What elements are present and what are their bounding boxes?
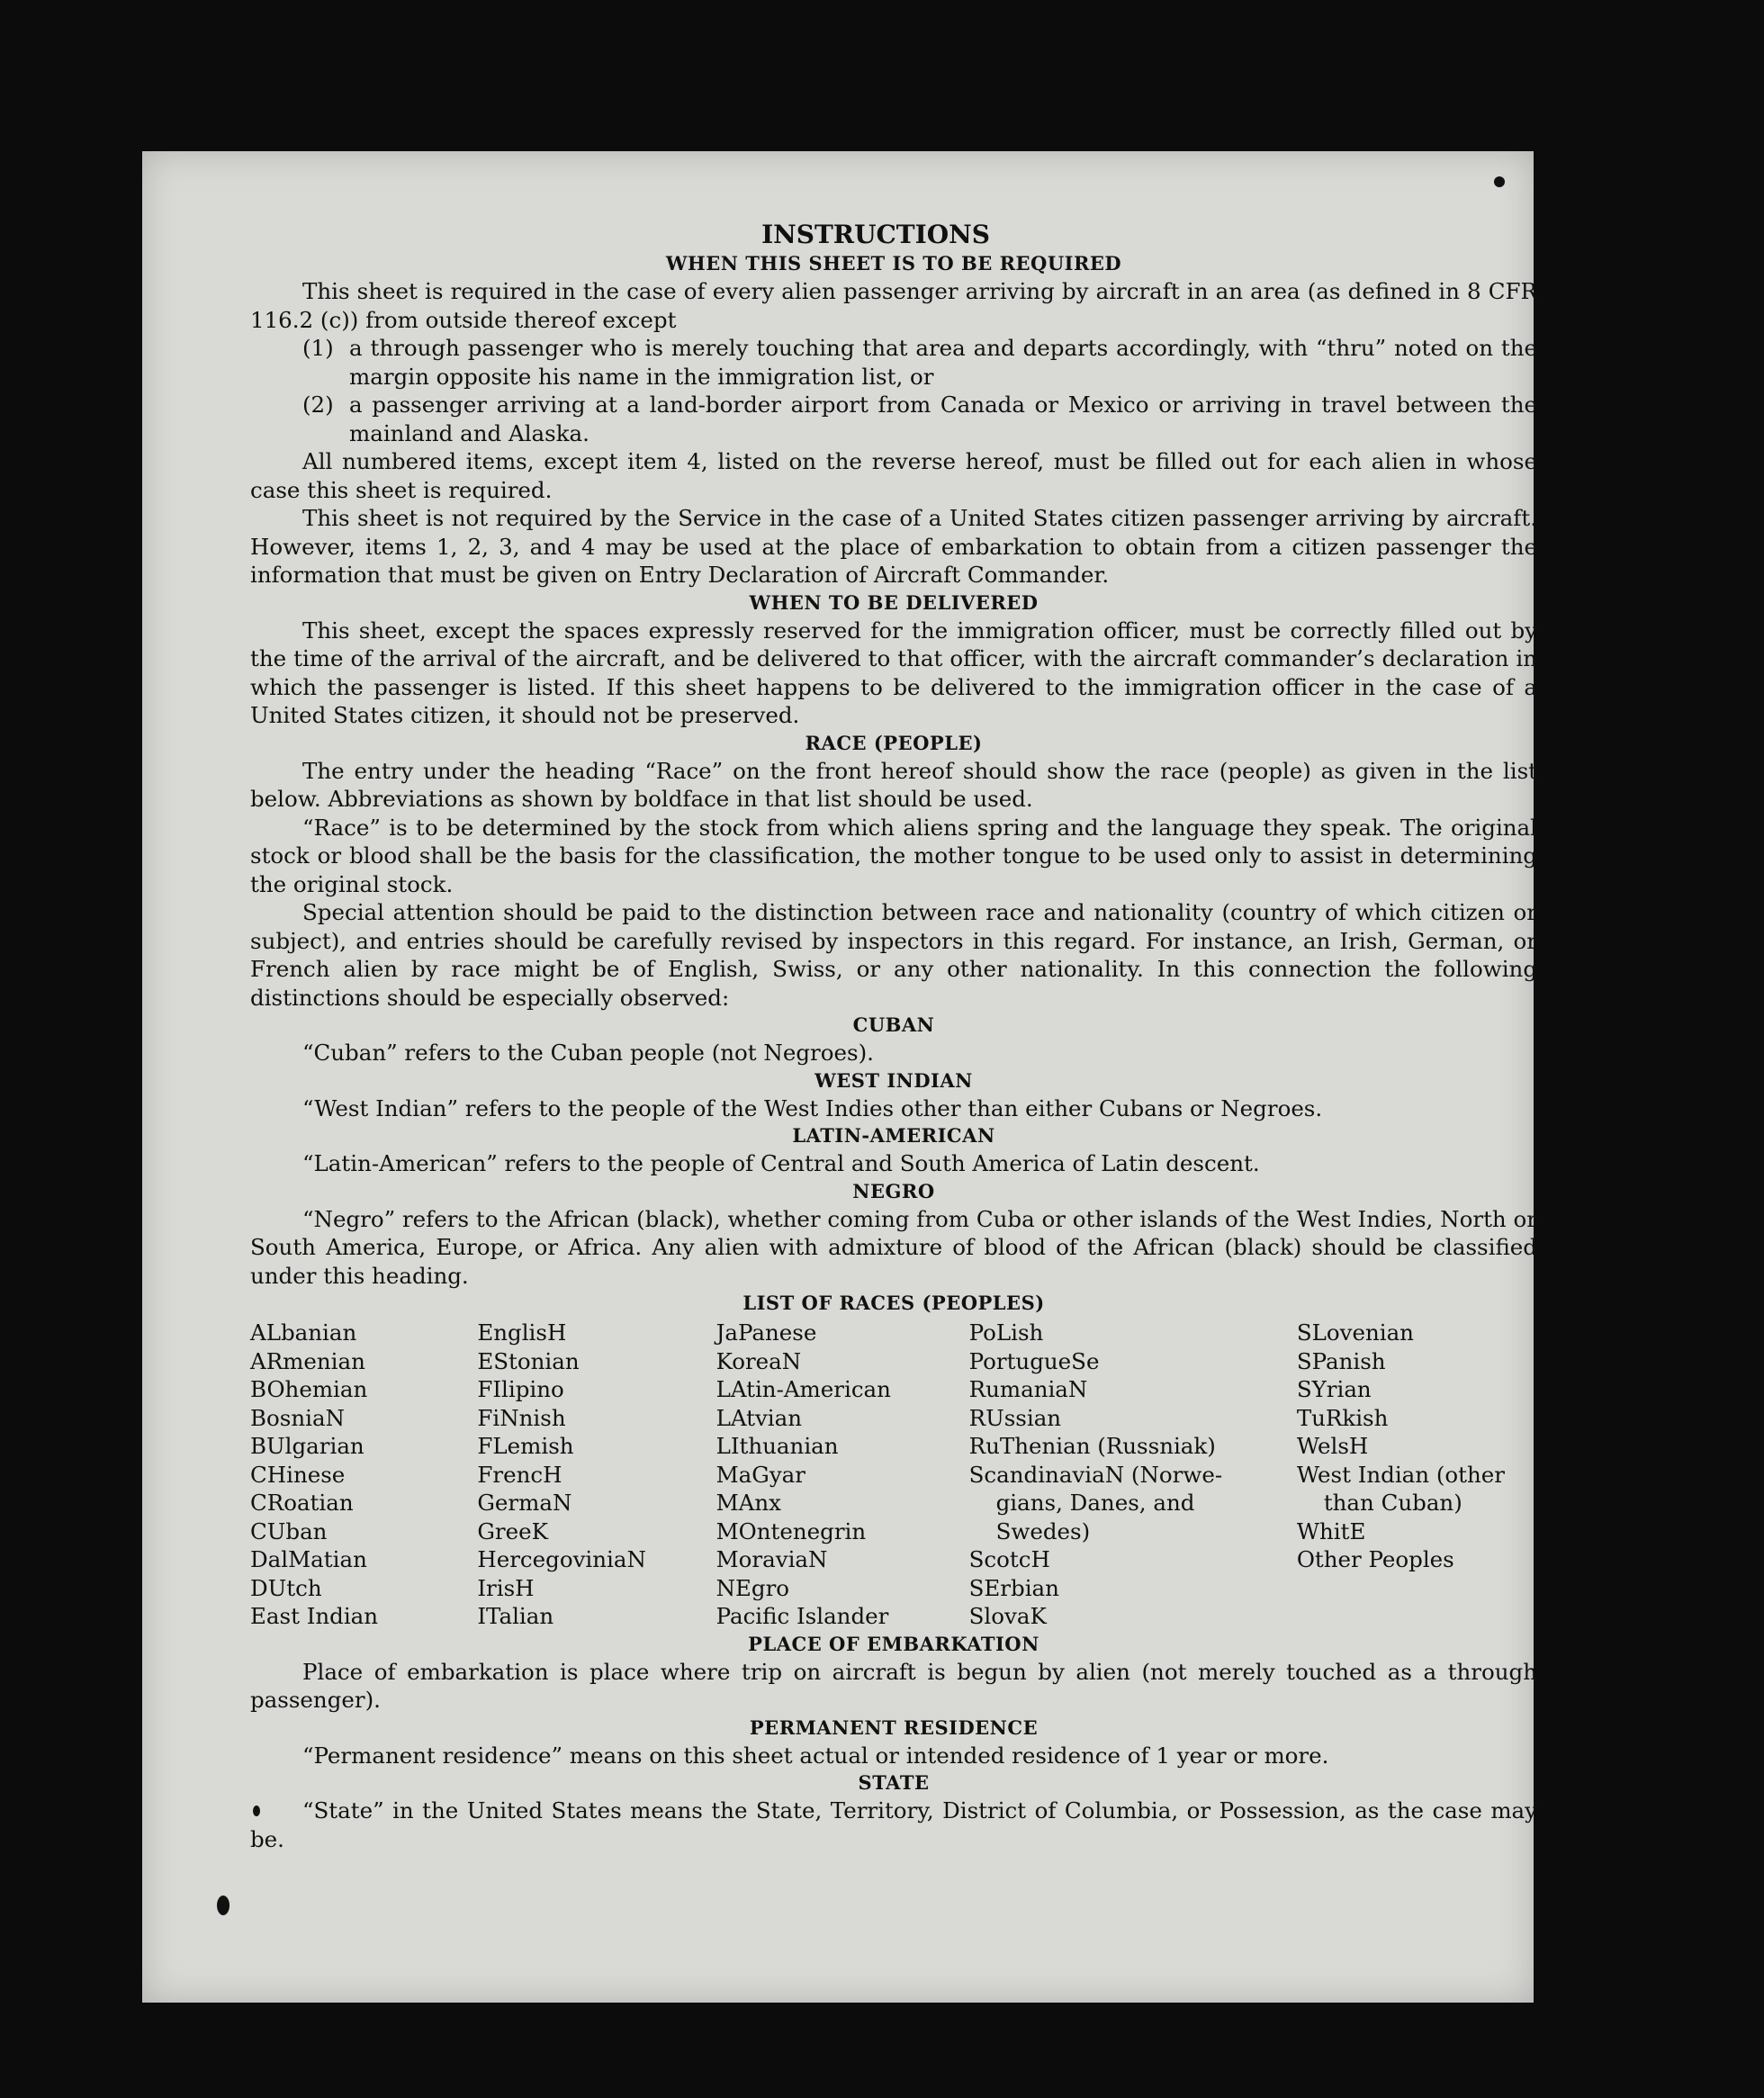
paragraph-embarkation: Place of embarkation is place where trip on aircraft is begun by alien (not merely touched as a through passenger). xyxy=(250,1658,1537,1713)
race-item: East Indian xyxy=(250,1603,379,1629)
race-item: SErbian xyxy=(968,1574,1059,1601)
race-item: HercegoviniaN xyxy=(477,1546,646,1572)
race-item: ALbanian xyxy=(250,1319,357,1346)
race-item: WhitE xyxy=(1296,1517,1366,1544)
heading-state: STATE xyxy=(858,1771,930,1794)
race-item: CRoatian xyxy=(250,1490,354,1516)
race-item: RuThenian (Russniak) xyxy=(968,1433,1216,1459)
paragraph-citizen: This sheet is not required by the Service in the case of a United States citizen passenger arriving by aircraft. However, items 1, 2, 3, and 4 may be used at the place of embarkation to obtain from a citizen passenger the information that must be given on Entry Declaration of Aircraft Commander. xyxy=(250,505,1537,588)
races-column-5 xyxy=(1297,1319,1537,1631)
race-item: WelsH xyxy=(1296,1433,1369,1459)
heading-list-of-races: LIST OF RACES (PEOPLES) xyxy=(742,1292,1045,1314)
race-item: IrisH xyxy=(477,1574,535,1601)
instructions-content xyxy=(250,220,1537,1853)
exception-item-1-text: a through passenger who is merely touching that area and departs accordingly, with “thru” noted on the margin opposite his name in the immigration list, or xyxy=(349,335,1537,390)
race-item: GermaN xyxy=(477,1490,572,1516)
race-item: SLovenian xyxy=(1296,1319,1414,1346)
exception-item-2 xyxy=(302,391,1537,447)
paragraph-required: This sheet is required in the case of every alien passenger arriving by aircraft in an area (as defined in 8 CFR 116.2 (c)) from outside thereof except xyxy=(250,278,1537,333)
heading-permanent-residence: PERMANENT RESIDENCE xyxy=(749,1715,1039,1739)
paragraph-delivered: This sheet, except the spaces expressly reserved for the immigration officer, must be correctly filled out by the time of the arrival of the aircraft, and be delivered to that officer, with the aircraft commander’s declaration in which the passenger is listed. If this sheet happens to be delivered to the immigration officer in the case of a United States citizen, it should not be preserved. xyxy=(250,617,1537,728)
race-item-continued: than Cuban) xyxy=(1323,1490,1462,1516)
paragraph-residence: “Permanent residence” means on this sheet actual or intended residence of 1 year or more. xyxy=(302,1742,1329,1769)
race-item: Other Peoples xyxy=(1296,1546,1454,1572)
heading-when-required: WHEN THIS SHEET IS TO BE REQUIRED xyxy=(665,252,1122,275)
race-item: RUssian xyxy=(968,1404,1062,1431)
document-sheet xyxy=(142,151,1537,2003)
races-column-1 xyxy=(250,1319,477,1631)
race-item: MAnx xyxy=(716,1490,781,1516)
race-item: JaPanese xyxy=(716,1319,817,1346)
ink-blot xyxy=(217,1895,230,1915)
paragraph-latin-american: “Latin-American” refers to the people of Central and South America of Latin descent. xyxy=(302,1150,1260,1176)
page-title: INSTRUCTIONS xyxy=(761,220,990,249)
race-item: CUban xyxy=(250,1517,328,1544)
heading-latin-american: LATIN-AMERICAN xyxy=(792,1124,995,1147)
race-item: SlovaK xyxy=(968,1603,1047,1629)
race-item: West Indian (other xyxy=(1296,1461,1505,1488)
race-item: LIthuanian xyxy=(716,1433,839,1459)
race-item: ARmenian xyxy=(250,1347,365,1374)
race-item: LAtvian xyxy=(716,1404,803,1431)
race-item: DalMatian xyxy=(250,1546,367,1572)
race-item: PortugueSe xyxy=(968,1347,1100,1374)
heading-race: RACE (PEOPLE) xyxy=(805,731,983,754)
race-item: ITalian xyxy=(477,1603,554,1629)
race-item: BOhemian xyxy=(250,1376,368,1402)
race-item: BUlgarian xyxy=(250,1433,364,1459)
heading-negro: NEGRO xyxy=(852,1179,935,1202)
paragraph-race-nationality: Special attention should be paid to the distinction between race and nationality (country of which citizen or subject), and entries should be carefully revised by inspectors in this regard. For instance, an Irish, German, or French alien by race might be of English, Swiss, or any other nationality. In this connection the following distinctions should be especially observed: xyxy=(250,899,1537,1011)
race-item: ScandinaviaN (Norwe- xyxy=(968,1461,1223,1488)
punch-mark xyxy=(1494,176,1505,187)
race-item-continued: Swedes) xyxy=(995,1517,1091,1544)
races-list xyxy=(250,1319,1537,1631)
paragraph-state: “State” in the United States means the State, Territory, District of Columbia, or Possession, as the case may be. xyxy=(250,1797,1537,1852)
paragraph-race-stock: “Race” is to be determined by the stock from which aliens spring and the language they speak. The original stock or blood shall be the basis for the classification, the mother tongue to be used only to assist in determining the original stock. xyxy=(250,814,1537,897)
race-item: SYrian xyxy=(1296,1376,1372,1402)
race-item: KoreaN xyxy=(716,1347,802,1374)
race-item: FiNnish xyxy=(477,1404,566,1431)
race-item: NEgro xyxy=(716,1574,790,1601)
paragraph-race-entry: The entry under the heading “Race” on the front hereof should show the race (people) as given in the list below. Abbreviations as shown by boldface in that list should be used. xyxy=(250,757,1537,812)
paragraph-cuban: “Cuban” refers to the Cuban people (not Negroes). xyxy=(302,1040,874,1066)
race-item: DUtch xyxy=(250,1574,322,1601)
race-item: CHinese xyxy=(250,1461,346,1488)
race-item: SPanish xyxy=(1296,1347,1386,1374)
race-item: EnglisH xyxy=(477,1319,567,1346)
race-item-continued: gians, Danes, and xyxy=(995,1490,1195,1516)
race-item: MaGyar xyxy=(716,1461,806,1488)
race-item: LAtin-American xyxy=(716,1376,891,1402)
race-item: PoLish xyxy=(968,1319,1044,1346)
race-item: BosniaN xyxy=(250,1404,345,1431)
race-item: MOntenegrin xyxy=(716,1517,867,1544)
race-item: ScotcH xyxy=(968,1546,1050,1572)
races-column-2 xyxy=(477,1319,716,1631)
heading-place-of-embarkation: PLACE OF EMBARKATION xyxy=(748,1632,1040,1655)
exception-item-1-number: (1) xyxy=(302,335,334,361)
race-item: FrencH xyxy=(477,1461,562,1488)
race-item: EStonian xyxy=(477,1347,580,1374)
exception-item-2-number: (2) xyxy=(302,392,334,418)
race-item: RumaniaN xyxy=(968,1376,1088,1402)
race-item: TuRkish xyxy=(1296,1404,1389,1431)
exception-item-2-text: a passenger arriving at a land-border airport from Canada or Mexico or arriving in travel between the mainland and Alaska. xyxy=(349,392,1537,446)
race-item: FLemish xyxy=(477,1433,574,1459)
paragraph-negro: “Negro” refers to the African (black), whether coming from Cuba or other islands of the West Indies, North or South America, Europe, or Africa. Any alien with admixture of blood of the African (black) should be classified under this heading. xyxy=(250,1205,1537,1289)
exception-item-1 xyxy=(302,334,1537,391)
heading-when-delivered: WHEN TO BE DELIVERED xyxy=(749,590,1039,614)
races-column-3 xyxy=(716,1319,969,1631)
heading-west-indian: WEST INDIAN xyxy=(814,1068,973,1092)
race-item: FIlipino xyxy=(477,1376,564,1402)
paragraph-numbered-items: All numbered items, except item 4, listed on the reverse hereof, must be filled out for each alien in whose case this sheet is required. xyxy=(250,448,1537,503)
race-item: Pacific Islander xyxy=(716,1603,889,1629)
races-column-4 xyxy=(969,1319,1297,1631)
race-item: GreeK xyxy=(477,1517,548,1544)
race-item: MoraviaN xyxy=(716,1546,828,1572)
heading-cuban: CUBAN xyxy=(852,1013,935,1036)
paragraph-west-indian: “West Indian” refers to the people of the West Indies other than either Cubans or Negroes. xyxy=(302,1094,1323,1121)
